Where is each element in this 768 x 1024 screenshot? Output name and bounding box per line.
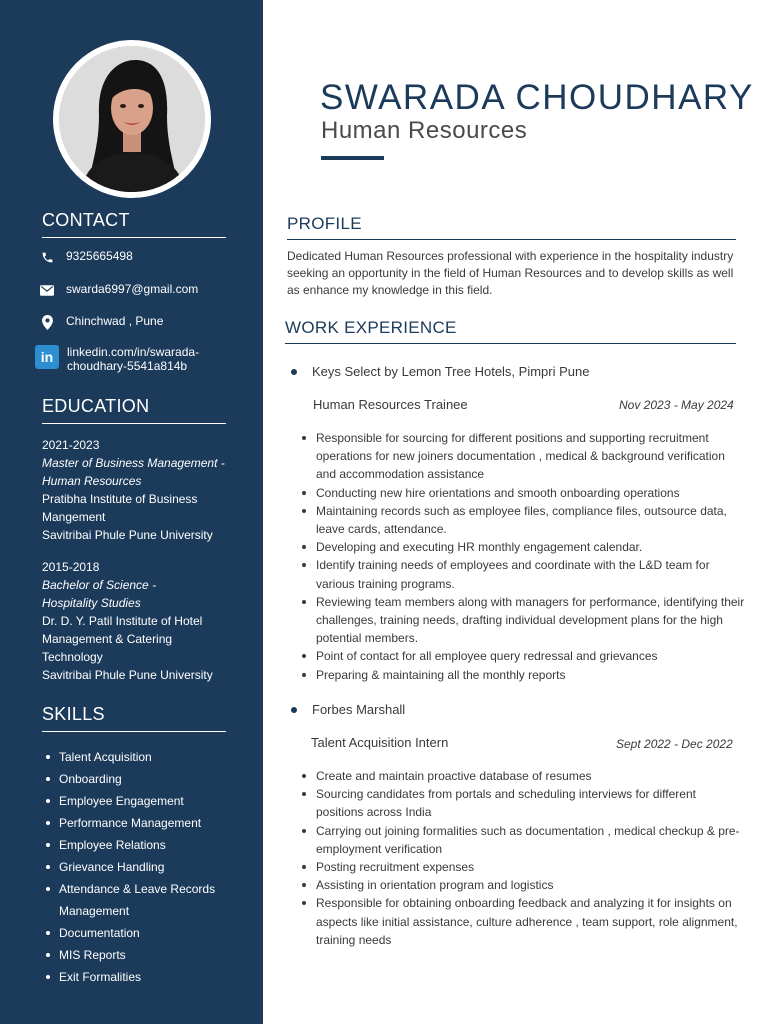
skill-item: Onboarding	[42, 768, 242, 790]
duty-item: Maintaining records such as employee files, compliance files, outsource data, leave cards, attendance.	[300, 502, 745, 538]
education-degree: Master of Business Management -	[42, 456, 225, 470]
contact-heading: CONTACT	[42, 210, 226, 238]
duty-item: Identify training needs of employees and coordinate with the L&D team for various training programs.	[300, 556, 745, 592]
location-pin-icon	[38, 314, 56, 330]
work-experience-heading: WORK EXPERIENCE	[285, 318, 736, 344]
company-name	[291, 702, 405, 717]
skills-heading: SKILLS	[42, 704, 226, 732]
phone-icon	[38, 249, 56, 265]
duty-item: Posting recruitment expenses	[300, 858, 745, 876]
profile-photo-illustration	[59, 46, 205, 192]
skill-item: MIS Reports	[42, 944, 242, 966]
contact-email	[38, 282, 198, 298]
education-institute-cont: Mangement	[42, 510, 106, 524]
education-institute: Pratibha Institute of Business	[42, 492, 198, 506]
skill-item: Grievance Handling	[42, 856, 242, 878]
skill-item: Documentation	[42, 922, 242, 944]
bullet-icon	[291, 369, 297, 375]
phone-number[interactable]: 9325665498	[66, 249, 133, 263]
education-university: Savitribai Phule Pune University	[42, 528, 213, 542]
job-dates: Nov 2023 - May 2024	[619, 398, 734, 412]
job-duties	[300, 767, 745, 949]
candidate-name: SWARADA CHOUDHARY	[320, 78, 754, 117]
linkedin-icon: in	[35, 345, 59, 369]
education-heading: EDUCATION	[42, 396, 226, 424]
duty-item: Carrying out joining formalities such as documentation , medical checkup & pre-employment verification	[300, 822, 745, 858]
profile-heading: PROFILE	[287, 214, 736, 240]
duty-item: Responsible for sourcing for different positions and supporting recruitment operations for new joiners documentation , medical & background verification and accommodation assistance	[300, 429, 745, 484]
contact-linkedin[interactable]	[38, 345, 199, 373]
profile-photo-frame	[53, 40, 211, 198]
duty-item: Conducting new hire orientations and smooth onboarding operations	[300, 484, 745, 502]
linkedin-url-line1: linkedin.com/in/swarada-	[67, 345, 200, 359]
duty-item: Sourcing candidates from portals and scheduling interviews for different positions across India	[300, 785, 745, 821]
company-name	[291, 364, 589, 379]
skill-item: Performance Management	[42, 812, 242, 834]
candidate-role: Human Resources	[321, 117, 528, 144]
bullet-icon	[291, 707, 297, 713]
duty-item: Preparing & maintaining all the monthly reports	[300, 666, 745, 684]
education-degree-cont: Human Resources	[42, 474, 142, 488]
job-title: Talent Acquisition Intern	[311, 735, 449, 750]
education-institute-cont: Management & Catering	[42, 632, 173, 646]
company-name-text: Keys Select by Lemon Tree Hotels, Pimpri Pune	[312, 364, 590, 379]
contact-phone	[38, 249, 133, 265]
duty-item: Create and maintain proactive database of resumes	[300, 767, 745, 785]
education-institute-cont: Technology	[42, 650, 103, 664]
duty-item: Developing and executing HR monthly engagement calendar.	[300, 538, 745, 556]
mail-icon	[38, 282, 56, 298]
job-dates: Sept 2022 - Dec 2022	[616, 737, 733, 751]
duty-item: Assisting in orientation program and logistics	[300, 876, 745, 894]
linkedin-url-line2: choudhary-5541a814b	[67, 359, 188, 373]
education-entry	[42, 436, 242, 544]
education-entry	[42, 558, 242, 684]
contact-location	[38, 314, 163, 330]
education-institute: Dr. D. Y. Patil Institute of Hotel	[42, 614, 203, 628]
profile-photo	[59, 46, 205, 192]
skill-item: Exit Formalities	[42, 966, 242, 988]
skill-item: Attendance & Leave Records	[42, 878, 242, 900]
job-duties	[300, 429, 745, 684]
location-text: Chinchwad , Pune	[66, 314, 164, 328]
skill-item-cont: Management	[59, 904, 130, 918]
skills-list	[42, 746, 242, 988]
education-university: Savitribai Phule Pune University	[42, 668, 213, 682]
duty-item: Reviewing team members along with managers for performance, identifying their challenges, training needs, drafting individual development plans for the high potential members.	[300, 593, 745, 648]
sidebar	[0, 0, 263, 1024]
education-years: 2015-2018	[42, 560, 100, 574]
title-underline	[321, 156, 384, 160]
linkedin-url[interactable]	[67, 345, 199, 373]
skill-item: Talent Acquisition	[42, 746, 242, 768]
job-title: Human Resources Trainee	[313, 397, 468, 412]
skill-item: Employee Relations	[42, 834, 242, 856]
duty-item: Point of contact for all employee query redressal and grievances	[300, 647, 745, 665]
education-years: 2021-2023	[42, 438, 100, 452]
duty-item: Responsible for obtaining onboarding feedback and analyzing it for insights on aspects like initial assistance, culture adherence , team support, role alignment, training needs	[300, 894, 745, 949]
company-name-text: Forbes Marshall	[312, 702, 406, 717]
profile-summary: Dedicated Human Resources professional with experience in the hospitality industry seeking an opportunity in the field of Human Resources and to develop skills as well as enhance my knowledge in this field.	[287, 249, 734, 297]
education-degree: Bachelor of Science -	[42, 578, 157, 592]
education-degree-cont: Hospitality Studies	[42, 596, 141, 610]
skill-item: Employee Engagement	[42, 790, 242, 812]
email-address[interactable]: swarda6997@gmail.com	[66, 282, 199, 296]
